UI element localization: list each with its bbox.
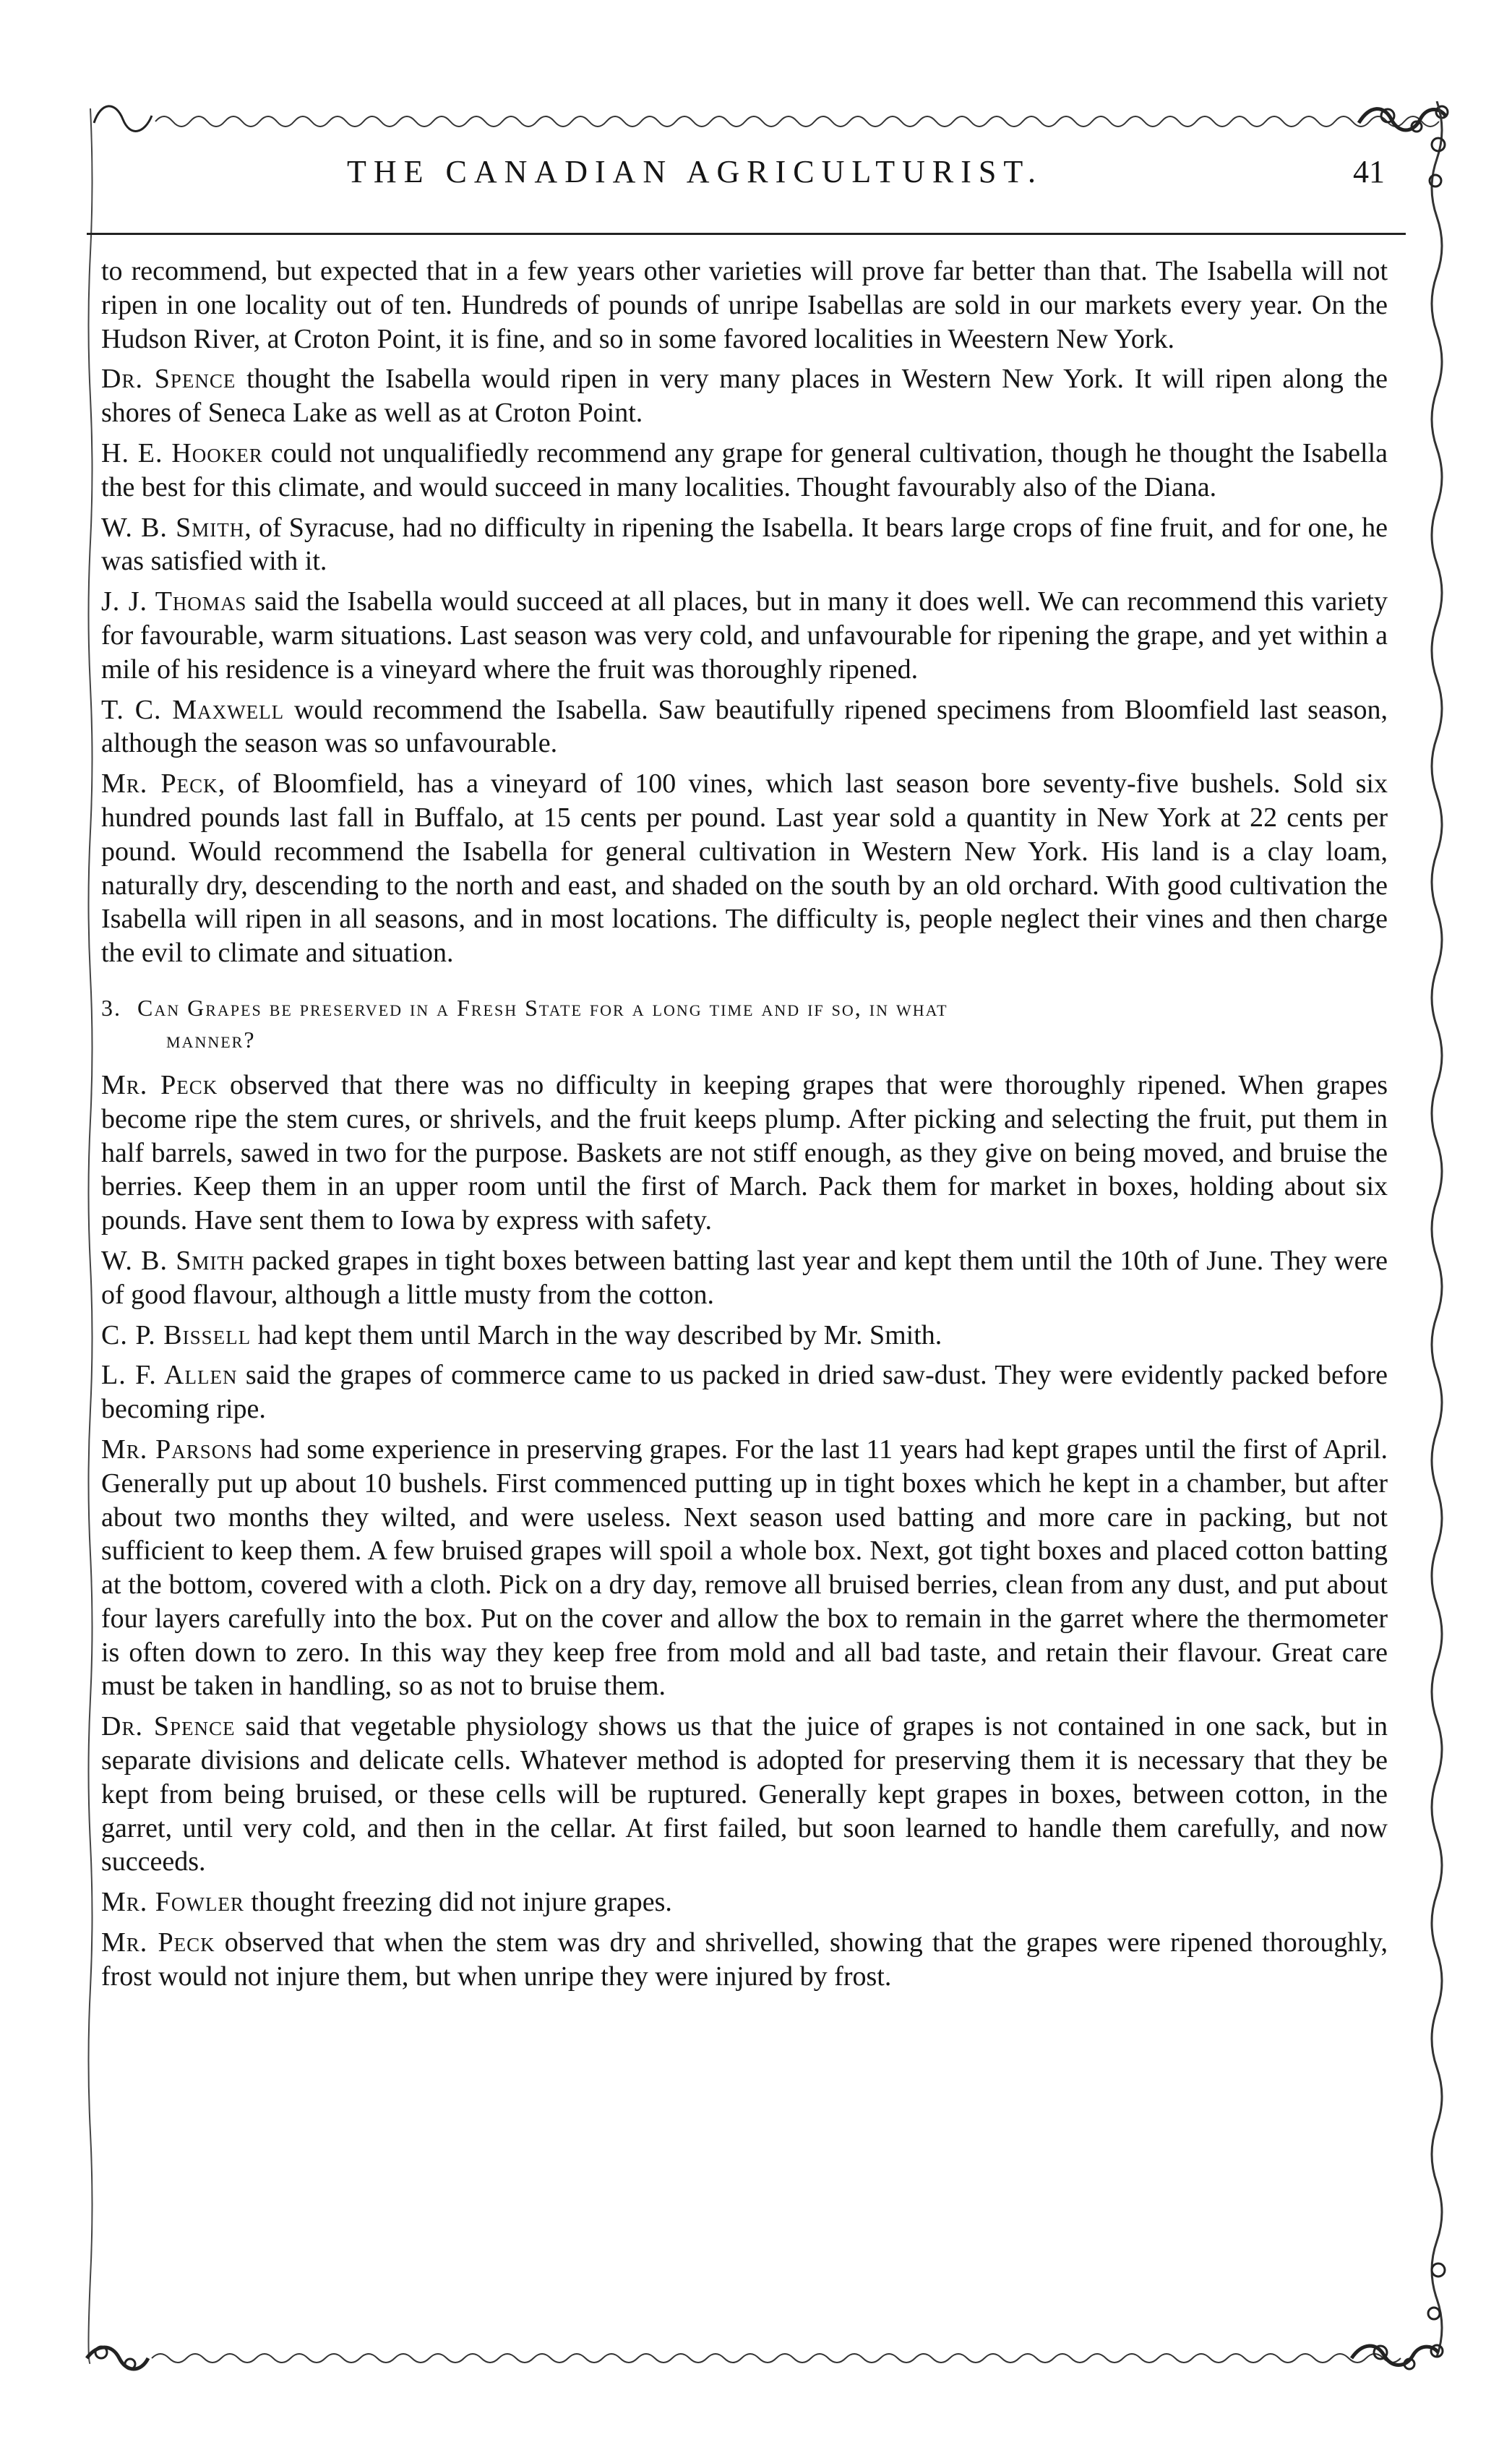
paragraph-text: , of Bloomfield, has a vineyard of 100 vines, which last season bore seventy-five bushels. Sold six hundred pounds last fall in Buffalo, at 15 cents per pound. Last year sold a quantity in New York at 22 cents per pound. Would recommend the Isabella for general cultivation in Western New York. His land is a clay loam, naturally dry, descending to the north and east, and shaded on the south by an old orchard. With good cultivation the Isabella will ripen in all seasons, and in most locations. The difficulty is, people neglect their vines and then charge the evil to climate and situation. — [101, 768, 1388, 969]
right-ornament — [1415, 101, 1459, 2371]
question-line-2: manner? — [166, 1026, 256, 1053]
paragraph-text: thought freezing did not injure grapes. — [244, 1887, 672, 1918]
article-body — [101, 254, 1388, 2000]
speaker-name: L. F. Allen — [101, 1360, 238, 1391]
speaker-name: Mr. Peck — [101, 768, 218, 800]
paragraph-text: could not unqualifiedly recommend any grape for general cultivation, though he thought the Isabella the best for this climate, and would succeed in many localities. Thought favourably also of the Diana. — [101, 437, 1388, 502]
paragraph-text: thought the Isabella would ripen in very many places in Western New York. It will ripen along the shores of Seneca Lake as well as at Croton Point. — [101, 364, 1388, 429]
paragraph — [101, 767, 1388, 970]
paragraph — [101, 254, 1388, 356]
paragraph — [101, 1358, 1388, 1426]
question-line-1: Can Grapes be preserved in a Fresh State for a long time and if so, in what — [137, 994, 948, 1021]
running-title: THE CANADIAN AGRICULTURIST. — [347, 154, 1043, 189]
paragraph — [101, 1885, 1388, 1919]
speaker-name: H. E. Hooker — [101, 437, 263, 468]
paragraph — [101, 693, 1388, 761]
speaker-name: Mr. Fowler — [101, 1887, 244, 1918]
paragraph-text: had some experience in preserving grapes. For the last 11 years had kept grapes until the first of April. Generally put up about 10 bushels. First commenced putting up in tight boxes which he kept in a chamber, but after about two months they wilted, and were useless. Next season used batting and more care in packing, but not sufficient to keep them. A few bruised grapes will spoil a whole box. Next, got tight boxes and placed cotton batting at the bottom, covered with a cloth. Pick on a dry day, remove all bruised berries, clean from any dust, and put about four layers carefully into the box. Put on the cover and allow the box to remain in the garret where the thermometer is often down to zero. In this way they keep free from mold and all bad taste, and retain their flavour. Great care must be taken in handling, so as not to bruise them. — [101, 1434, 1388, 1702]
paragraph-text: said the grapes of commerce came to us packed in dried saw-dust. They were evidently packed before becoming ripe. — [101, 1360, 1388, 1425]
page-number: 41 — [1353, 154, 1385, 189]
paragraph — [101, 1068, 1388, 1238]
paragraph — [101, 1244, 1388, 1312]
speaker-name: W. B. Smith — [101, 1245, 245, 1276]
speaker-name: C. P. Bissell — [101, 1319, 252, 1350]
paragraph — [101, 1926, 1388, 1994]
speaker-name: Mr. Parsons — [101, 1434, 253, 1465]
paragraph — [101, 437, 1388, 505]
speaker-name: W. B. Smith — [101, 512, 245, 543]
paragraph — [101, 1319, 1388, 1353]
paragraph — [101, 1710, 1388, 1879]
page-header — [108, 153, 1402, 204]
speaker-name: J. J. Thomas — [101, 586, 247, 617]
speaker-name: Mr. Peck — [101, 1069, 218, 1100]
header-rule — [87, 233, 1406, 235]
paragraph-text: packed grapes in tight boxes between batting last year and kept them until the 10th of June. They were of good flavour, although a little musty from the cotton. — [101, 1245, 1388, 1310]
bottom-ornament — [80, 2337, 1456, 2380]
top-ornament — [87, 94, 1460, 145]
paragraph — [101, 585, 1388, 686]
paragraph-text: would recommend the Isabella. Saw beautifully ripened specimens from Bloomfield last season, although the season was so unfavourable. — [101, 694, 1388, 759]
speaker-name: Dr. Spence — [101, 364, 236, 395]
paragraph-text: had kept them until March in the way described by Mr. Smith. — [251, 1319, 942, 1350]
speaker-name: Dr. Spence — [101, 1711, 236, 1742]
speaker-name: Mr. Peck — [101, 1927, 215, 1958]
paragraph-text: observed that when the stem was dry and shrivelled, showing that the grapes were ripened thoroughly, frost would not injure them, but when unripe they were injured by frost. — [101, 1927, 1388, 1992]
left-ornament — [76, 108, 105, 2364]
paragraph — [101, 362, 1388, 430]
paragraph — [101, 511, 1388, 579]
paragraph-text: , of Syracuse, had no difficulty in ripening the Isabella. It bears large crops of fine fruit, and for one, he was satisfied with it. — [101, 512, 1388, 577]
paragraph — [101, 1433, 1388, 1703]
paragraph-text: to recommend, but expected that in a few years other varieties will prove far better than that. The Isabella will not ripen in one locality out of ten. Hundreds of pounds of unripe Isabellas are sold in our markets every year. On the Hudson River, at Croton Point, it is fine, and so in some favored localities in Weestern New York. — [101, 256, 1388, 354]
paragraph-text: observed that there was no difficulty in keeping grapes that were thoroughly ripened. When grapes become ripe the stem cures, or shrivels, and the fruit keeps plump. After picking and selecting the fruit, put them in half barrels, sawed in two for the purpose. Baskets are not stiff enough, as they give on being moved, and bruise the berries. Keep them in an upper room until the first of March. Pack them for market in boxes, holding about six pounds. Have sent them to Iowa by express with safety. — [101, 1069, 1388, 1236]
paragraph-text: said that vegetable physiology shows us that the juice of grapes is not contained in one sack, but in separate divisions and delicate cells. Whatever method is adopted for preserving them it is necessary that they be kept from being bruised, or these cells will be ruptured. Generally kept grapes in boxes, between cotton, in the garret, until very cold, and then in the cellar. At first failed, but soon learned to handle them carefully, and now succeeds. — [101, 1711, 1388, 1877]
section-question — [101, 992, 1388, 1055]
paragraph-text: said the Isabella would succeed at all places, but in many it does well. We can recommend this variety for favourable, warm situations. Last season was very cold, and unfavourable for ripening the grape, and yet within a mile of his residence is a vineyard where the fruit was thoroughly ripened. — [101, 586, 1388, 685]
question-number: 3. — [101, 994, 121, 1021]
speaker-name: T. C. Maxwell — [101, 694, 285, 725]
